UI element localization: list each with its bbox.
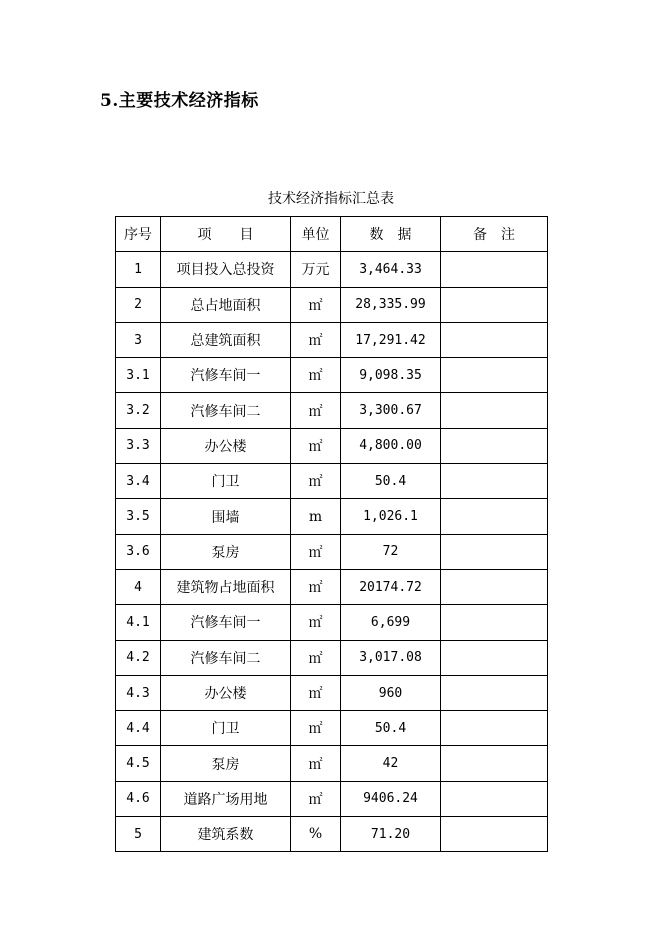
table-row	[116, 817, 548, 852]
cell-remark	[441, 428, 548, 463]
cell-remark	[441, 393, 548, 428]
cell-unit: ㎡	[291, 781, 341, 816]
table-row	[116, 640, 548, 675]
header-seq: 序号	[116, 217, 161, 252]
table-row	[116, 322, 548, 357]
cell-unit: ㎡	[291, 287, 341, 322]
cell-seq: 4.4	[116, 711, 161, 746]
cell-seq: 4.3	[116, 675, 161, 710]
cell-seq: 3.2	[116, 393, 161, 428]
table-row	[116, 358, 548, 393]
cell-seq: 3.1	[116, 358, 161, 393]
cell-unit: ㎡	[291, 393, 341, 428]
cell-unit: ㎡	[291, 534, 341, 569]
cell-remark	[441, 358, 548, 393]
cell-seq: 3.5	[116, 499, 161, 534]
cell-unit: ㎡	[291, 428, 341, 463]
table-row	[116, 428, 548, 463]
cell-value: 50.4	[341, 464, 441, 499]
cell-value: 1,026.1	[341, 499, 441, 534]
cell-seq: 4.5	[116, 746, 161, 781]
cell-value: 9406.24	[341, 781, 441, 816]
table-row	[116, 252, 548, 287]
cell-seq: 1	[116, 252, 161, 287]
cell-item: 办公楼	[161, 675, 291, 710]
cell-seq: 4	[116, 569, 161, 604]
header-unit: 单位	[291, 217, 341, 252]
cell-value: 72	[341, 534, 441, 569]
cell-remark	[441, 605, 548, 640]
cell-unit: ㎡	[291, 605, 341, 640]
cell-seq: 3.6	[116, 534, 161, 569]
cell-remark	[441, 534, 548, 569]
cell-remark	[441, 499, 548, 534]
cell-unit: 万元	[291, 252, 341, 287]
cell-seq: 3	[116, 322, 161, 357]
cell-seq: 4.1	[116, 605, 161, 640]
cell-value: 42	[341, 746, 441, 781]
cell-unit: ㎡	[291, 322, 341, 357]
cell-unit: %	[291, 817, 341, 852]
cell-remark	[441, 464, 548, 499]
cell-item: 道路广场用地	[161, 781, 291, 816]
cell-item: 汽修车间一	[161, 358, 291, 393]
cell-value: 17,291.42	[341, 322, 441, 357]
cell-remark	[441, 746, 548, 781]
cell-value: 3,464.33	[341, 252, 441, 287]
cell-item: 围墙	[161, 499, 291, 534]
cell-item: 汽修车间二	[161, 393, 291, 428]
cell-value: 9,098.35	[341, 358, 441, 393]
table-row	[116, 746, 548, 781]
cell-item: 项目投入总投资	[161, 252, 291, 287]
cell-seq: 4.6	[116, 781, 161, 816]
table-body	[116, 252, 548, 852]
cell-value: 3,017.08	[341, 640, 441, 675]
cell-seq: 3.4	[116, 464, 161, 499]
cell-item: 门卫	[161, 711, 291, 746]
cell-value: 3,300.67	[341, 393, 441, 428]
table-header-row	[116, 217, 548, 252]
table-row	[116, 781, 548, 816]
cell-unit: ㎡	[291, 569, 341, 604]
table-row	[116, 534, 548, 569]
cell-item: 汽修车间一	[161, 605, 291, 640]
cell-item: 汽修车间二	[161, 640, 291, 675]
table-row	[116, 711, 548, 746]
header-remark: 备 注	[441, 217, 548, 252]
cell-seq: 3.3	[116, 428, 161, 463]
cell-item: 泵房	[161, 534, 291, 569]
header-value: 数 据	[341, 217, 441, 252]
cell-unit: ㎡	[291, 464, 341, 499]
cell-value: 28,335.99	[341, 287, 441, 322]
cell-item: 门卫	[161, 464, 291, 499]
cell-seq: 2	[116, 287, 161, 322]
cell-remark	[441, 675, 548, 710]
cell-unit: ㎡	[291, 711, 341, 746]
cell-item: 建筑物占地面积	[161, 569, 291, 604]
section-heading: 5.主要技术经济指标	[100, 91, 259, 111]
table-row	[116, 675, 548, 710]
cell-unit: ㎡	[291, 746, 341, 781]
cell-unit: ㎡	[291, 358, 341, 393]
table-caption: 技术经济指标汇总表	[268, 191, 394, 207]
cell-value: 20174.72	[341, 569, 441, 604]
cell-remark	[441, 287, 548, 322]
indicators-table	[115, 216, 548, 852]
table-row	[116, 569, 548, 604]
cell-item: 总建筑面积	[161, 322, 291, 357]
table-row	[116, 393, 548, 428]
table-row	[116, 499, 548, 534]
cell-remark	[441, 569, 548, 604]
cell-item: 办公楼	[161, 428, 291, 463]
cell-seq: 4.2	[116, 640, 161, 675]
cell-remark	[441, 640, 548, 675]
cell-value: 71.20	[341, 817, 441, 852]
cell-value: 6,699	[341, 605, 441, 640]
table-row	[116, 464, 548, 499]
cell-remark	[441, 817, 548, 852]
cell-value: 960	[341, 675, 441, 710]
cell-item: 总占地面积	[161, 287, 291, 322]
table-row	[116, 605, 548, 640]
table-row	[116, 287, 548, 322]
cell-seq: 5	[116, 817, 161, 852]
cell-item: 建筑系数	[161, 817, 291, 852]
cell-remark	[441, 781, 548, 816]
cell-item: 泵房	[161, 746, 291, 781]
cell-unit: ㎡	[291, 640, 341, 675]
cell-value: 4,800.00	[341, 428, 441, 463]
header-item: 项 目	[161, 217, 291, 252]
cell-unit: m	[291, 499, 341, 534]
cell-remark	[441, 322, 548, 357]
cell-value: 50.4	[341, 711, 441, 746]
cell-remark	[441, 711, 548, 746]
cell-unit: ㎡	[291, 675, 341, 710]
cell-remark	[441, 252, 548, 287]
